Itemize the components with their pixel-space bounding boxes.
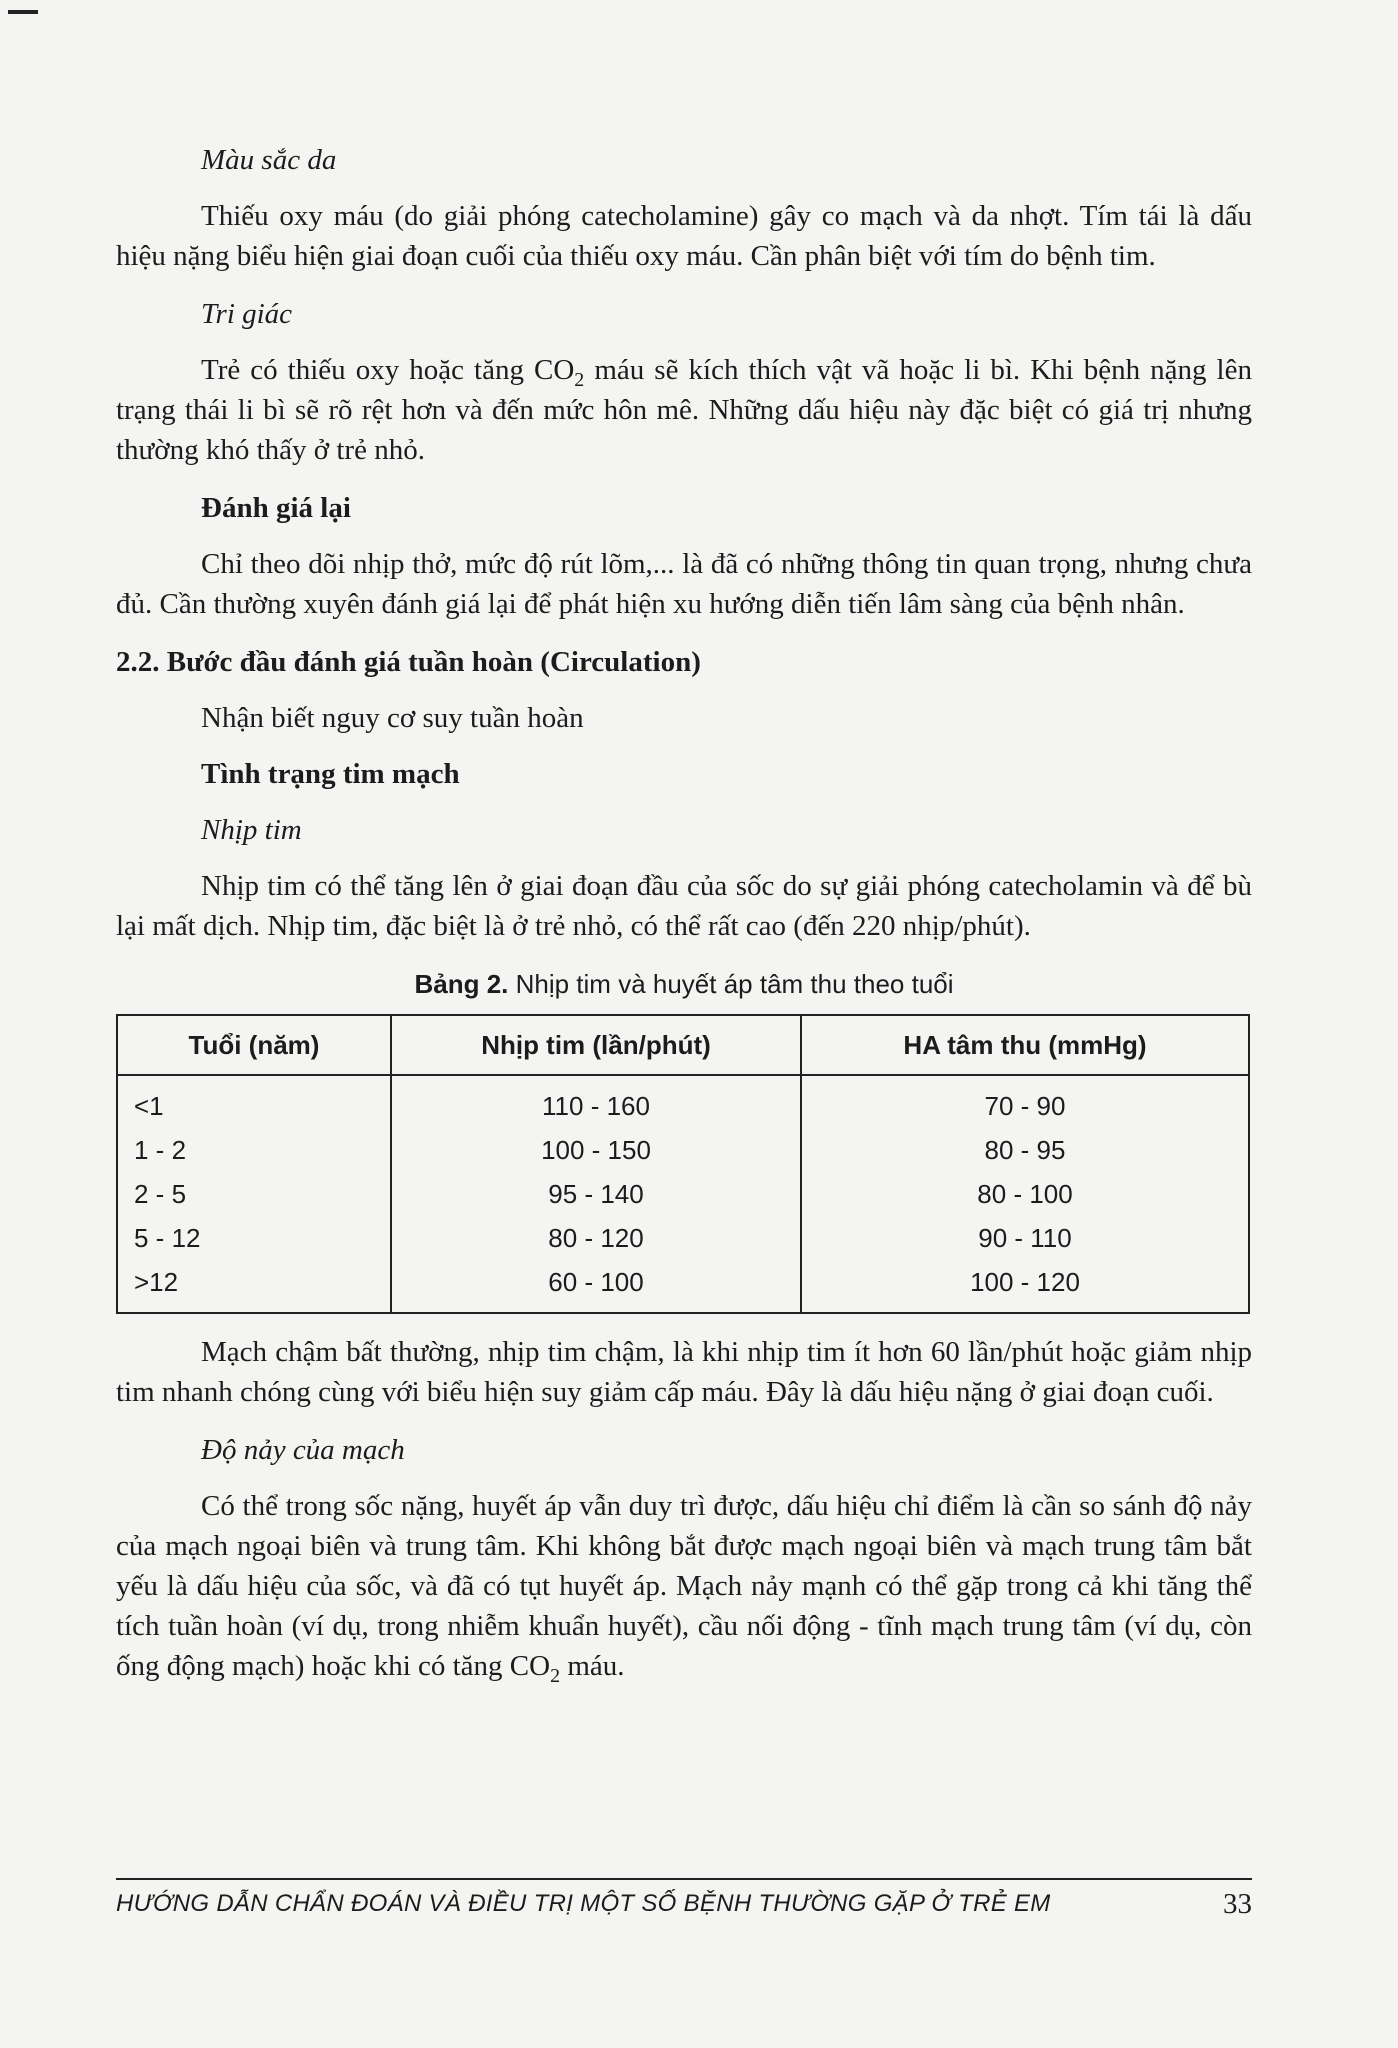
- cell-systolic-bp: 80 - 95: [801, 1128, 1249, 1172]
- cell-heart-rate: 80 - 120: [391, 1216, 801, 1260]
- subscript: 2: [574, 368, 585, 391]
- heading-danh-gia-lai: Đánh giá lại: [201, 492, 351, 524]
- page-content: [116, 140, 1252, 1686]
- table-row: [117, 1216, 1249, 1260]
- text-segment: Trẻ có thiếu oxy hoặc tăng CO: [201, 354, 575, 386]
- footer-rule: [116, 1878, 1252, 1880]
- paragraph-do-nay-cua-mach: [116, 1486, 1252, 1686]
- cell-heart-rate: 60 - 100: [391, 1260, 801, 1313]
- paragraph-danh-gia-lai: Chỉ theo dõi nhịp thở, mức độ rút lõm,... là đã có những thông tin quan trọng, nhưng chưa đủ. Cần thường xuyên đánh giá lại để phát hiện xu hướng diễn tiến lâm sàng của bệnh nhân.: [116, 548, 1252, 620]
- paragraph-mau-sac-da: Thiếu oxy máu (do giải phóng catecholamine) gây co mạch và da nhợt. Tím tái là dấu hiệu nặng biểu hiện giai đoạn cuối của thiếu oxy máu. Cần phân biệt với tím do bệnh tim.: [116, 200, 1252, 272]
- header-systolic-bp: HA tâm thu (mmHg): [801, 1015, 1249, 1075]
- page-number: 33: [1223, 1888, 1252, 1920]
- heading-mau-sac-da: Màu sắc da: [201, 144, 337, 176]
- text-segment: máu sẽ kích thích vật vã hoặc li bì. Khi bệnh nặng lên trạng thái li bì sẽ rõ rệt hơn và đến mức hôn mê. Những dấu hiệu này đặc biệt có giá trị nhưng thường khó thấy ở trẻ nhỏ.: [116, 354, 1252, 466]
- cell-heart-rate: 110 - 160: [391, 1075, 801, 1128]
- caption-text: Nhịp tim và huyết áp tâm thu theo tuổi: [508, 969, 954, 999]
- cell-age: 1 - 2: [117, 1128, 391, 1172]
- footer-book-title: HƯỚNG DẪN CHẨN ĐOÁN VÀ ĐIỀU TRỊ MỘT SỐ BỆNH THƯỜNG GẶP Ở TRẺ EM: [116, 1890, 1051, 1917]
- subscript: 2: [550, 1664, 561, 1687]
- heading-tri-giac: Tri giác: [201, 298, 293, 330]
- table-row: [117, 1260, 1249, 1313]
- table-row: [117, 1128, 1249, 1172]
- header-heart-rate: Nhịp tim (lần/phút): [391, 1015, 801, 1075]
- cell-heart-rate: 100 - 150: [391, 1128, 801, 1172]
- cell-systolic-bp: 100 - 120: [801, 1260, 1249, 1313]
- table-caption: [116, 966, 1252, 1002]
- section-title: 2.2. Bước đầu đánh giá tuần hoàn (Circulation): [116, 646, 701, 678]
- text-segment: Có thể trong sốc nặng, huyết áp vẫn duy trì được, dấu hiệu chỉ điểm là cần so sánh độ nảy của mạch ngoại biên và trung tâm. Khi không bắt được mạch ngoại biên và mạch trung tâm bắt yếu là dấu hiệu của sốc, và đã có tụt huyết áp. Mạch nảy mạnh có thể gặp trong cả khi tăng thể tích tuần hoàn (ví dụ, trong nhiễm khuẩn huyết), cầu nối động - tĩnh mạch trung tâm (ví dụ, còn ống động mạch) hoặc khi có tăng CO: [116, 1490, 1252, 1682]
- table-row: [117, 1075, 1249, 1128]
- cell-age: 2 - 5: [117, 1172, 391, 1216]
- table-row: [117, 1172, 1249, 1216]
- cell-age: <1: [117, 1075, 391, 1128]
- scan-corner-mark: [8, 10, 38, 14]
- cell-systolic-bp: 80 - 100: [801, 1172, 1249, 1216]
- table-header-row: [117, 1015, 1249, 1075]
- paragraph-tri-giac: [116, 350, 1252, 470]
- cell-age: 5 - 12: [117, 1216, 391, 1260]
- paragraph-nhip-tim: Nhịp tim có thể tăng lên ở giai đoạn đầu của sốc do sự giải phóng catecholamin và để bù lại mất dịch. Nhịp tim, đặc biệt là ở trẻ nhỏ, có thể rất cao (đến 220 nhịp/phút).: [116, 870, 1252, 942]
- heart-rate-table: [116, 1014, 1250, 1314]
- header-age: Tuổi (năm): [117, 1015, 391, 1075]
- heading-nhip-tim: Nhịp tim: [201, 814, 302, 846]
- text-segment: máu.: [560, 1650, 625, 1682]
- paragraph-mach-cham: Mạch chậm bất thường, nhịp tim chậm, là khi nhịp tim ít hơn 60 lần/phút hoặc giảm nhịp tim nhanh chóng cùng với biểu hiện suy giảm cấp máu. Đây là dấu hiệu nặng ở giai đoạn cuối.: [116, 1336, 1252, 1408]
- cell-systolic-bp: 70 - 90: [801, 1075, 1249, 1128]
- cell-age: >12: [117, 1260, 391, 1313]
- cell-systolic-bp: 90 - 110: [801, 1216, 1249, 1260]
- caption-label: Bảng 2.: [414, 969, 509, 999]
- heading-tinh-trang-tim-mach: Tình trạng tim mạch: [201, 758, 460, 790]
- cell-heart-rate: 95 - 140: [391, 1172, 801, 1216]
- heading-do-nay-cua-mach: Độ nảy của mạch: [201, 1434, 405, 1466]
- line-nhan-biet: Nhận biết nguy cơ suy tuần hoàn: [201, 702, 584, 734]
